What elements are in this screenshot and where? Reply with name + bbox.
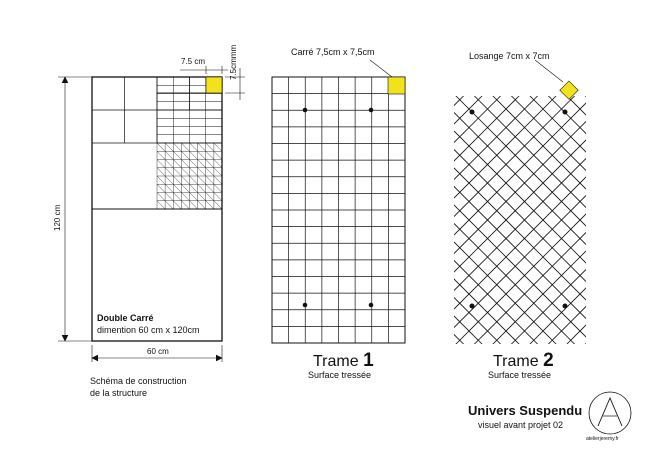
grid-line [191,90,451,350]
grid-line [173,90,433,350]
grid-line [561,90,650,350]
grid-line [80,90,340,350]
grid-line [580,90,650,350]
highlight-square [206,77,222,93]
grid-line [173,90,433,350]
dim-label-60: 60 cm [147,347,169,356]
grid-line [228,90,488,350]
trame2-title [493,350,554,372]
grid-line [487,90,650,350]
grid-line [413,90,650,350]
grid-line [635,90,650,350]
dim-label-7-5-side: 7.5cmmm [229,44,238,80]
grid-line [198,143,222,168]
grid-line [157,201,165,209]
grid-line [157,184,181,209]
grid-line [395,90,650,350]
grid-line [598,90,650,350]
hatched-grid [125,143,223,209]
trame2-subtitle: Surface tressée [488,370,552,380]
callout-leader [370,60,392,77]
grid-line [413,90,650,350]
logo-mark [589,392,631,434]
trame1-callout: Carré 7,5cm x 7,5cm [291,47,375,57]
double-square-schema [92,77,222,341]
grid-line [214,143,222,151]
grid-line [99,90,359,350]
grid-line [395,90,650,350]
project-title: Univers Suspendu [468,403,583,418]
grid-line [376,90,636,350]
schema-caption-line2: de la structure [90,388,148,398]
grid-line [487,90,650,350]
grid-line [617,90,650,350]
grid-line [117,90,377,350]
trame2-grid [80,60,650,350]
grid-line [561,90,650,350]
trame1-title [313,350,374,372]
highlight-square [388,77,405,94]
grid-line [181,143,222,184]
grid-line [598,90,650,350]
grid-line [80,90,340,350]
grid-line [154,90,414,350]
grid-line [543,90,650,350]
dim-label-120: 120 cm [53,204,62,231]
grid-line [469,90,650,350]
grid-line [165,143,222,201]
grid-line [450,90,650,350]
trame1-title-word: Trame [313,353,359,370]
grid-line [432,90,650,350]
grid-line [432,90,650,350]
dim-label-7-5-top: 7.5 cm [181,57,206,66]
grid-line [635,90,650,350]
anchor-points [303,108,374,308]
grid-line [157,151,214,209]
trame2-callout: Losange 7cm x 7cm [469,51,550,61]
schema-dimensions: dimention 60 cm x 120cm [97,325,200,335]
grid-line [450,90,650,350]
grid-line [506,90,650,350]
logo-text: atelierjeremy.fr [586,436,619,442]
trame1-title-number: 1 [363,350,374,371]
trame2-title-number: 2 [543,350,554,371]
grid-line [136,90,396,350]
grid-line [99,90,359,350]
schema-caption-line1: Schéma de construction [90,376,187,386]
grid-line [469,90,650,350]
grid-line [117,90,377,350]
grid-line [191,90,451,350]
trame1-grid [272,60,405,343]
highlight-diamond [560,81,578,99]
trame1-subtitle: Surface tressée [308,370,372,380]
schema-title: Double Carré [97,313,154,323]
trame2-title-word: Trame [493,353,539,370]
callout-leader [535,60,563,82]
grid-line [154,90,414,350]
grid-line [543,90,650,350]
grid-line [136,90,396,350]
grid-line [210,90,470,350]
grid-line [157,168,198,209]
grid-line [228,90,488,350]
grid-line [580,90,650,350]
grid-line [617,90,650,350]
project-subtitle: visuel avant projet 02 [478,420,564,430]
grid-line [506,90,650,350]
grid-line [210,90,470,350]
